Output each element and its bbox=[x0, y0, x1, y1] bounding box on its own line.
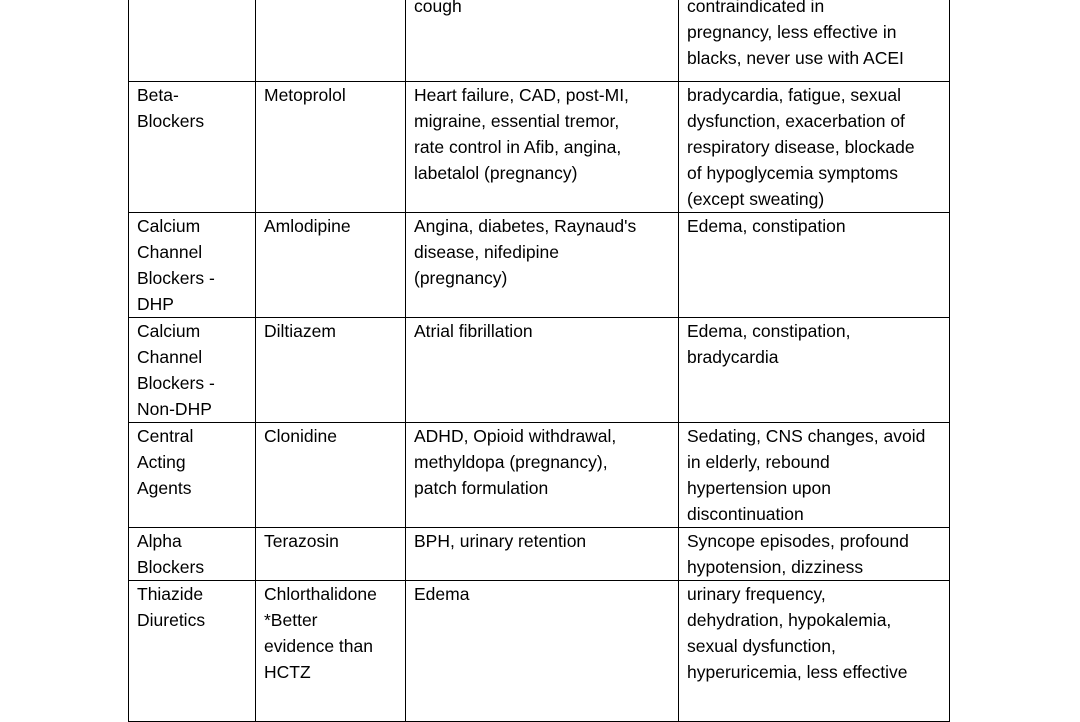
drug-class-table bbox=[128, 0, 950, 722]
drug-class-cell: Thiazide Diuretics bbox=[129, 581, 256, 722]
table-row bbox=[129, 581, 950, 722]
example-drug-cell: Amlodipine bbox=[256, 213, 406, 318]
drug-class-cell: Central Acting Agents bbox=[129, 423, 256, 528]
adverse-effects-cell: Edema, constipation, bradycardia bbox=[679, 318, 950, 423]
indications-cell: Atrial fibrillation bbox=[406, 318, 679, 423]
table-row bbox=[129, 213, 950, 318]
adverse-effects-cell: Syncope episodes, profound hypotension, dizziness bbox=[679, 528, 950, 581]
indications-cell: Heart failure, CAD, post-MI, migraine, essential tremor, rate control in Afib, angina, labetalol (pregnancy) bbox=[406, 82, 679, 213]
example-drug-cell: Chlorthalidone *Better evidence than HCTZ bbox=[256, 581, 406, 722]
table-row bbox=[129, 528, 950, 581]
table-row bbox=[129, 0, 950, 82]
indications-cell: Edema bbox=[406, 581, 679, 722]
example-drug-cell: Metoprolol bbox=[256, 82, 406, 213]
drug-class-cell: Calcium Channel Blockers - Non-DHP bbox=[129, 318, 256, 423]
indications-cell: cough bbox=[406, 0, 679, 82]
indications-cell: Angina, diabetes, Raynaud's disease, nifedipine (pregnancy) bbox=[406, 213, 679, 318]
example-drug-cell bbox=[256, 0, 406, 82]
drug-class-cell bbox=[129, 0, 256, 82]
example-drug-cell: Terazosin bbox=[256, 528, 406, 581]
example-drug-cell: Diltiazem bbox=[256, 318, 406, 423]
drug-class-cell: Alpha Blockers bbox=[129, 528, 256, 581]
drug-class-cell: Calcium Channel Blockers - DHP bbox=[129, 213, 256, 318]
adverse-effects-cell: bradycardia, fatigue, sexual dysfunction, exacerbation of respiratory disease, blockade of hypoglycemia symptoms (except sweating) bbox=[679, 82, 950, 213]
table-row bbox=[129, 318, 950, 423]
adverse-effects-cell: urinary frequency, dehydration, hypokalemia, sexual dysfunction, hyperuricemia, less effective bbox=[679, 581, 950, 722]
example-drug-cell: Clonidine bbox=[256, 423, 406, 528]
indications-cell: BPH, urinary retention bbox=[406, 528, 679, 581]
drug-class-cell: Beta- Blockers bbox=[129, 82, 256, 213]
table-row bbox=[129, 423, 950, 528]
table-row bbox=[129, 82, 950, 213]
adverse-effects-cell: contraindicated in pregnancy, less effective in blacks, never use with ACEI bbox=[679, 0, 950, 82]
adverse-effects-cell: Sedating, CNS changes, avoid in elderly, rebound hypertension upon discontinuation bbox=[679, 423, 950, 528]
adverse-effects-cell: Edema, constipation bbox=[679, 213, 950, 318]
indications-cell: ADHD, Opioid withdrawal, methyldopa (pregnancy), patch formulation bbox=[406, 423, 679, 528]
